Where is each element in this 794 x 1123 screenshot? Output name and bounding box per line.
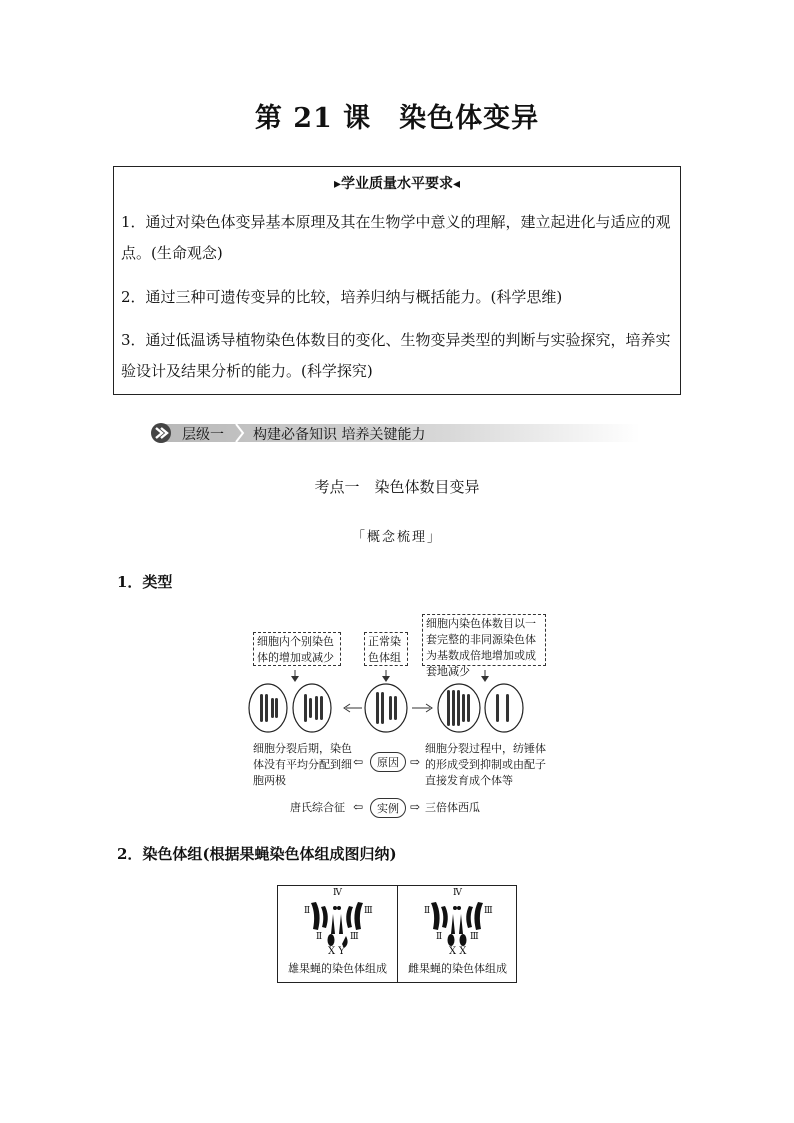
arrow-right-example: ⇨ — [410, 800, 421, 814]
cells-diagram — [240, 666, 540, 734]
female-fly-cell — [398, 886, 517, 982]
example-label: 实例 — [370, 798, 406, 818]
concept-label: 「概念梳理」 — [351, 530, 442, 545]
label-iii-female: Ⅲ — [484, 906, 493, 916]
arrow-right-cause: ⇨ — [410, 755, 421, 769]
level-band — [150, 422, 640, 444]
label-ii-female-2: Ⅱ — [436, 932, 443, 942]
right-example: 三倍体西瓜 — [425, 801, 480, 814]
male-fly-cell — [278, 886, 398, 982]
requirement-item-2: 2．通过三种可遗传变异的比较，培养归纳与概括能力。(科学思维) — [121, 288, 563, 306]
requirements-heading: ▸学业质量水平要求◂ — [333, 176, 461, 192]
requirements-box — [113, 166, 681, 395]
label-iv-female: Ⅳ — [453, 888, 462, 898]
subsection-chromosome-set: 2．染色体组(根据果蝇染色体组成图归纳) — [117, 845, 397, 863]
male-caption: 雄果蝇的染色体组成 — [288, 962, 387, 975]
cause-label: 原因 — [370, 752, 406, 772]
left-cause: 细胞分裂后期，染色体没有平均分配到细胞两极 — [253, 742, 352, 787]
box-individual-change: 细胞内个别染色体的增加或减少 — [253, 632, 341, 666]
subsection-types: 1．类型 — [117, 573, 173, 591]
male-sex-chromosomes: X Y — [328, 946, 345, 957]
band-level-label: 层级一 — [182, 427, 224, 443]
fly-chromosome-table — [277, 885, 517, 983]
arrow-left-example: ⇦ — [353, 800, 364, 814]
female-caption: 雌果蝇的染色体组成 — [408, 962, 507, 975]
left-example: 唐氏综合征 — [290, 801, 345, 814]
female-sex-chromosomes: X X — [449, 946, 467, 957]
label-ii-male-2: Ⅱ — [316, 932, 323, 942]
label-iii-male-2: Ⅲ — [350, 932, 359, 942]
page-title: 第 21 课 染色体变异 — [254, 103, 540, 134]
box-normal-set: 正常染色体组 — [364, 632, 408, 666]
label-iv-male: Ⅳ — [333, 888, 342, 898]
box-set-change: 细胞内染色体数目以一套完整的非同源染色体为基数成倍地增加或成套地减少 — [422, 614, 546, 666]
label-iii-female-2: Ⅲ — [470, 932, 479, 942]
band-text: 构建必备知识 培养关键能力 — [253, 427, 426, 443]
section-title: 考点一 染色体数目变异 — [314, 478, 480, 496]
requirement-item-3: 3．通过低温诱导植物染色体数目的变化、生物变异类型的判断与实验探究，培养实验设计及结果分析的能力。(科学探究) — [121, 331, 671, 380]
arrow-left-cause: ⇦ — [353, 755, 364, 769]
requirement-item-1: 1．通过对染色体变异基本原理及其在生物学中意义的理解，建立起进化与适应的观点。(生命观念) — [121, 213, 671, 262]
label-ii-female: Ⅱ — [424, 906, 431, 916]
label-iii-male: Ⅲ — [364, 906, 373, 916]
label-ii-male: Ⅱ — [304, 906, 311, 916]
right-cause: 细胞分裂过程中，纺锤体的形成受到抑制或由配子直接发育成个体等 — [425, 742, 546, 787]
